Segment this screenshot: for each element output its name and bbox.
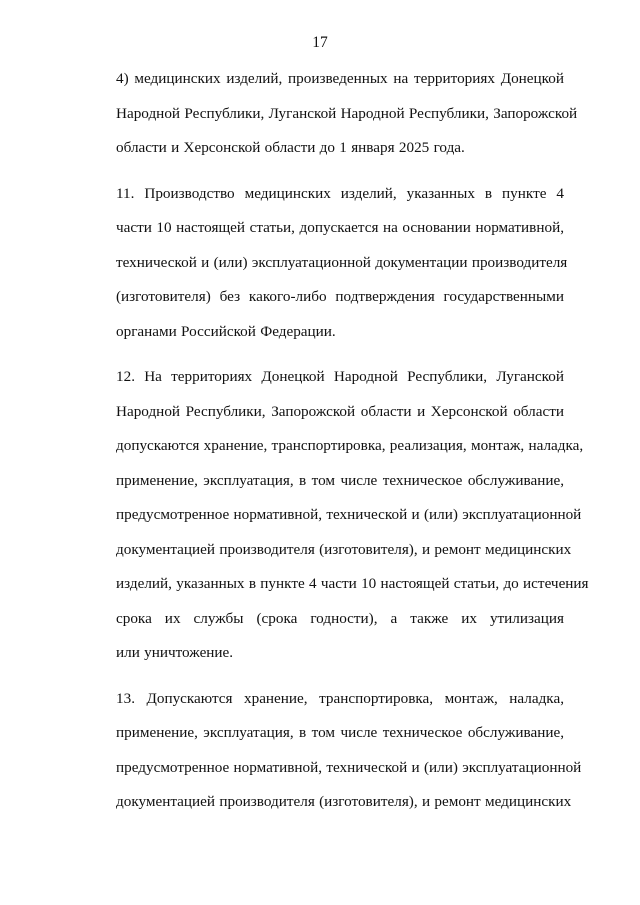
text-line: органами Российской Федерации.: [116, 322, 336, 340]
text-line: Народной Республики, Луганской Народной Республики, Запорожской: [116, 104, 578, 122]
paragraph-11: [77, 177, 568, 350]
text-line: 13. Допускаются хранение, транспортировка, монтаж, наладка,: [116, 689, 564, 707]
text-line: 11. Производство медицинских изделий, указанных в пункте 4: [116, 184, 564, 202]
text-line: допускаются хранение, транспортировка, реализация, монтаж, наладка,: [116, 437, 584, 454]
text-line: 12. На территориях Донецкой Народной Республики, Луганской: [116, 368, 564, 385]
page-number: 17: [312, 34, 328, 51]
text-line: Народной Республики, Запорожской области и Херсонской области: [116, 402, 564, 420]
paragraph-12: [77, 360, 589, 671]
paragraph-13: [77, 682, 582, 820]
document-body: [77, 62, 589, 820]
text-line: или уничтожение.: [116, 644, 234, 661]
paragraph-item-4: [77, 62, 578, 166]
text-line: изделий, указанных в пункте 4 части 10 настоящей статьи, до истечения: [116, 575, 589, 592]
text-line: срока их службы (срока годности), а также их утилизация: [116, 609, 564, 627]
text-line: документацией производителя (изготовителя), и ремонт медицинских: [116, 540, 572, 558]
text-line: документацией производителя (изготовителя), и ремонт медицинских: [116, 793, 572, 810]
text-line: части 10 настоящей статьи, допускается на основании нормативной,: [116, 219, 564, 236]
text-line: (изготовителя) без какого-либо подтверждения государственными: [116, 288, 564, 305]
text-line: 4) медицинских изделий, произведенных на территориях Донецкой: [116, 70, 564, 87]
text-line: технической и (или) эксплуатационной документации производителя: [116, 253, 568, 271]
text-line: предусмотренное нормативной, технической и (или) эксплуатационной: [116, 506, 582, 523]
text-line: области и Херсонской области до 1 января 2025 года.: [116, 139, 465, 156]
text-line: предусмотренное нормативной, технической и (или) эксплуатационной: [116, 758, 582, 776]
text-line: применение, эксплуатация, в том числе техническое обслуживание,: [116, 471, 564, 489]
text-line: применение, эксплуатация, в том числе техническое обслуживание,: [116, 724, 564, 741]
